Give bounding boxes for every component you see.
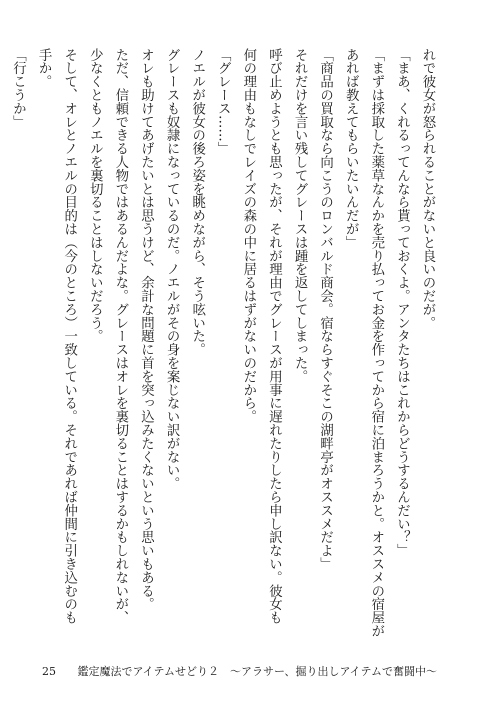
body-line-8: 何の理由もなしでレイズの森の中に居るはずがないのだから。 bbox=[240, 48, 256, 424]
body-line-15: そして、オレとノエルの目的は（今のところ）一致している。それであれば仲間に引き込むのも bbox=[61, 48, 77, 625]
body-line-10: ノエルが彼女の後ろ姿を眺めながら、そう呟いた。 bbox=[189, 48, 205, 357]
body-line-9: 「グレース……」 bbox=[215, 48, 231, 156]
body-line-2: 「まあ、くれるってんなら貰っておくよ。アンタたちはこれからどうするんだい？」 bbox=[394, 48, 410, 558]
page-footer bbox=[42, 663, 437, 679]
body-line-5: 「商品の買取なら向こうのロンバルド商会。宿ならすぐそこの湖畔亭がオススメだよ」 bbox=[317, 48, 333, 571]
body-line-4: あれば教えてもらいたいんだが」 bbox=[343, 48, 359, 249]
body-line-16: 手か。 bbox=[36, 48, 52, 89]
body-line-11: グレースも奴隷になっているのだ。ノエルがその身を案じない訳がない。 bbox=[164, 48, 180, 491]
body-text bbox=[10, 48, 440, 643]
body-line-12: オレも助けてあげたいとは思うけど、余計な問題に首を突っ込みたくないという思いもある。 bbox=[138, 48, 154, 611]
body-line-13: ただ、信頼できる人物ではあるんだよな。グレースはオレを裏切ることはするかもしれないが、 bbox=[112, 48, 128, 625]
body-line-7: 呼び止めようとも思ったが、それが理由でグレースが用事に遅れたりしたら申し訳ない。彼女も bbox=[266, 48, 282, 625]
body-line-17: 「行こうか」 bbox=[10, 48, 26, 129]
body-line-1: れで彼女が怒られることがないと良いのだが。 bbox=[420, 48, 435, 330]
body-line-6: それだけを言い残してグレースは踵を返してしまった。 bbox=[292, 48, 308, 383]
body-line-14: 少なくともノエルを裏切ることはしないだろう。 bbox=[87, 48, 103, 343]
book-title: 鑑定魔法でアイテムせどり２ ～アラサー、掘り出しアイテムで奮闘中～ bbox=[77, 665, 437, 678]
page-number: 25 bbox=[42, 665, 56, 678]
body-line-3: 「まずは採取した薬草なんかを売り払ってお金を作ってから宿に泊まろうかと。オススメの宿屋が bbox=[368, 48, 384, 638]
